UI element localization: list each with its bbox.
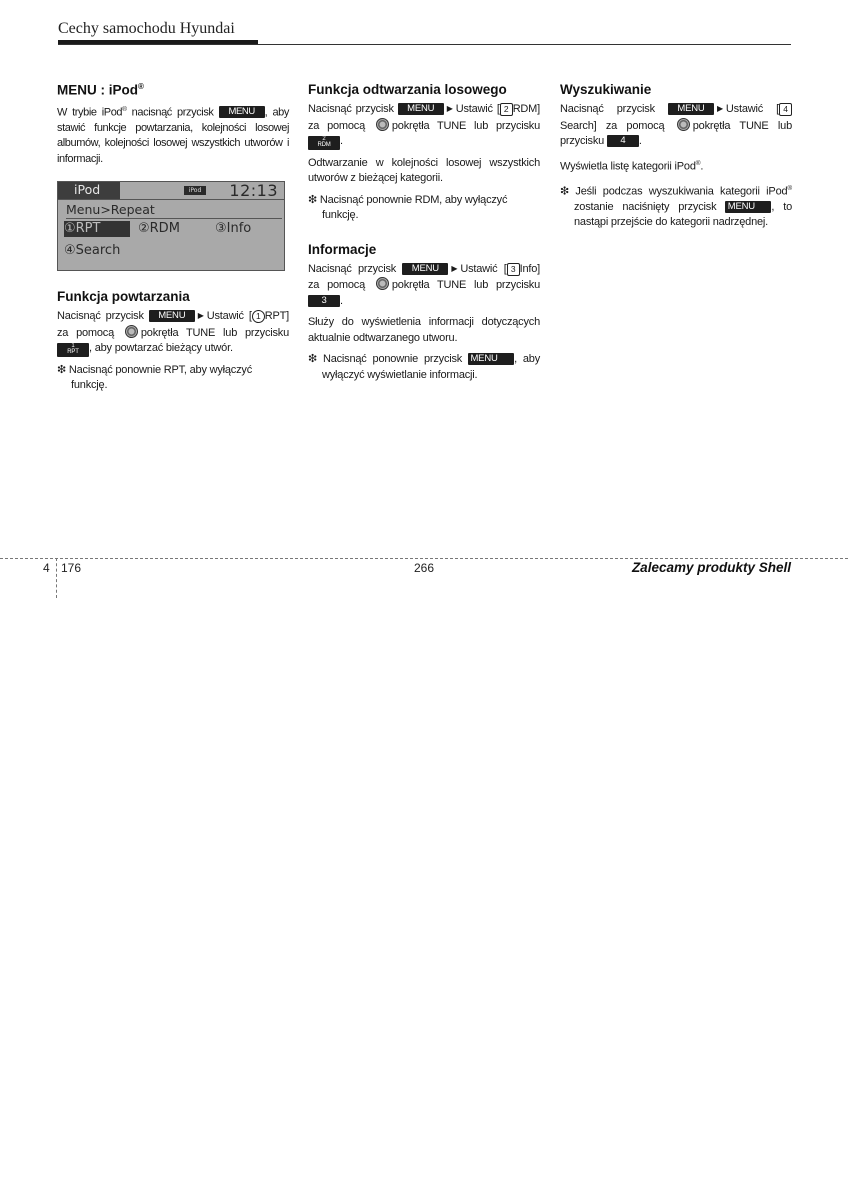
numbered-three-icon: 3 bbox=[507, 263, 520, 276]
menu-button: MENU bbox=[398, 103, 444, 115]
tune-knob-icon bbox=[677, 118, 690, 131]
footer-brand-text: Zalecamy produkty Shell bbox=[631, 560, 791, 575]
arrow-right-icon: ▶ bbox=[716, 104, 723, 113]
screen-clock: 12:13 bbox=[229, 181, 278, 201]
button-4: 4 bbox=[607, 135, 639, 147]
footer-dashed-line bbox=[0, 558, 848, 559]
arrow-right-icon: ▶ bbox=[451, 263, 458, 273]
section-title-search: Wyszukiwanie bbox=[560, 82, 652, 97]
footer-chapter-number: 4 bbox=[43, 561, 50, 575]
ipod-display-screen bbox=[57, 181, 285, 271]
header-title: Cechy samochodu Hyundai bbox=[58, 20, 235, 37]
tune-knob-icon bbox=[376, 118, 389, 131]
info-note: ❇ Nacisnąć ponownie przycisk MENU , aby wyłączyć wyświetlanie informacji. bbox=[308, 353, 540, 381]
screen-option-rdm: ②RDM bbox=[138, 221, 180, 237]
menu-button: MENU bbox=[402, 263, 448, 275]
repeat-note: ❇ Nacisnąć ponownie RPT, aby wyłączyć funkcję. bbox=[57, 363, 253, 392]
column-middle bbox=[308, 82, 540, 389]
rdm-button: 2 RDM bbox=[308, 136, 340, 150]
numbered-four-icon: 4 bbox=[779, 103, 792, 116]
menu-button: MENU bbox=[468, 353, 514, 365]
section-title-info: Informacje bbox=[308, 241, 377, 257]
info-text: Nacisnąć przycisk MENU ▶ Ustawić [ 3 Info] za pomocą pokrętła TUNE lub przycisku 3 . bbox=[308, 262, 541, 307]
tune-knob-icon bbox=[376, 277, 389, 290]
screen-option-search: ④Search bbox=[64, 243, 121, 259]
circled-one-icon: 1 bbox=[252, 310, 265, 323]
screen-option-rpt: ①RPT bbox=[64, 221, 130, 237]
section-title-repeat: Funkcja powtarzania bbox=[57, 289, 190, 305]
header-line bbox=[58, 44, 791, 45]
arrow-right-icon: ▶ bbox=[197, 311, 204, 321]
footer-center-number: 266 bbox=[414, 561, 435, 575]
section-title-menu-ipod: MENU : iPod® bbox=[57, 82, 144, 98]
menu-ipod-text: W trybie iPod® nacisnąć przycisk MENU , aby stawić funkcje powtarzania, kolejności losowej albumów, kolejności losowej wszystkich utworów i informacji. bbox=[57, 105, 289, 165]
column-left bbox=[57, 82, 289, 400]
search-text: Nacisnąć przycisk MENU ▶ Ustawić [ 4Search] za pomocą pokrętła TUNE lub przycisku 4 . bbox=[560, 103, 792, 147]
column-right bbox=[560, 82, 792, 237]
menu-button: MENU bbox=[149, 310, 195, 322]
footer-dashed-divider bbox=[56, 558, 57, 598]
screen-menu-path: Menu>Repeat bbox=[66, 202, 282, 219]
random-note: ❇ Nacisnąć ponownie RDM, aby wyłączyć funkcję. bbox=[308, 193, 508, 221]
arrow-right-icon: ▶ bbox=[446, 104, 453, 113]
info-description: Służy do wyświetlenia informacji dotyczących aktualnie odtwarzanego utworu. bbox=[308, 316, 540, 344]
ipod-badge-icon: iPod bbox=[184, 186, 206, 195]
random-description: Odtwarzanie w kolejności losowej wszystkich utworów z bieżącej kategorii. bbox=[308, 156, 540, 184]
search-note: ❇ Jeśli podczas wyszukiwania kategorii iPod® zostanie naciśnięty przycisk MENU , to nastąpi przejście do kategorii nadrzędnej. bbox=[560, 184, 792, 229]
button-3: 3 bbox=[308, 295, 340, 307]
screen-source-label: iPod bbox=[58, 182, 120, 199]
rpt-button: 1 RPT bbox=[57, 343, 89, 357]
screen-option-info: ③Info bbox=[215, 221, 252, 237]
menu-button: MENU bbox=[725, 201, 771, 213]
numbered-two-icon: 2 bbox=[500, 103, 513, 116]
search-description: Wyświetla listę kategorii iPod®. bbox=[560, 159, 704, 173]
section-title-random: Funkcja odtwarzania losowego bbox=[308, 82, 507, 97]
menu-button: MENU bbox=[219, 106, 265, 118]
random-text: Nacisnąć przycisk MENU ▶ Ustawić [ 2 RDM] za pomocą pokrętła TUNE lub przycisku 2 RDM . bbox=[308, 103, 541, 148]
tune-knob-icon bbox=[125, 325, 138, 338]
menu-button: MENU bbox=[668, 103, 714, 115]
repeat-text: Nacisnąć przycisk MENU ▶ Ustawić [ 1 RPT] za pomocą pokrętła TUNE lub przycisku 1 RPT , aby powtarzać bieżący utwór. bbox=[57, 310, 290, 356]
footer-page-number: 176 bbox=[61, 561, 82, 575]
